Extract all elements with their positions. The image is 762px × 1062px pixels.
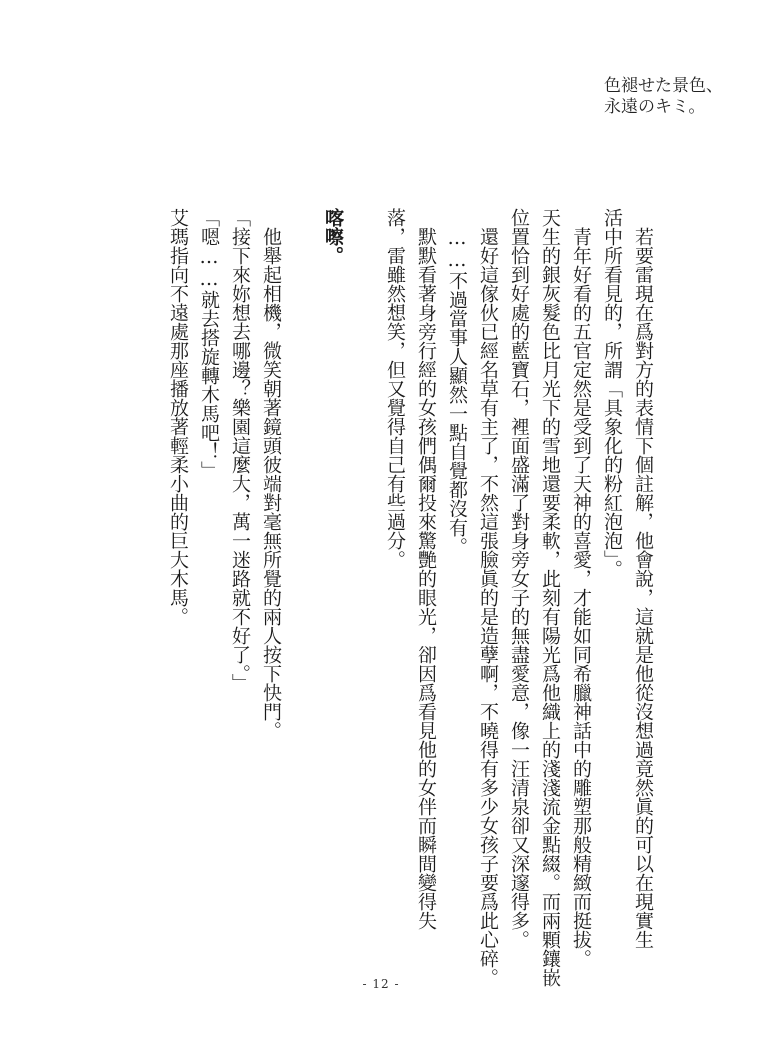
chapter-title-line-1: 色褪せた景色、: [604, 76, 723, 96]
sound-effect: 喀嚓。: [322, 208, 344, 265]
story-column: 默默看著身旁行經的女孩們偶爾投來驚艷的眼光，卻因爲看見他的女伴而瞬間變得失: [415, 227, 437, 930]
story-column: 位置恰到好處的藍寶石，裡面盛滿了對身旁女子的無盡愛意，像一汪清泉卻又深邃得多。: [508, 208, 530, 949]
story-column: ……不過當事人顯然一點自覺都沒有。: [446, 227, 468, 556]
story-column: 青年好看的五官定然是受到了天神的喜愛，才能如同希臘神話中的雕塑那般精緻而挺拔。: [570, 227, 592, 968]
story-column: 他舉起相機，微笑朝著鏡頭彼端對毫無所覺的兩人按下快門。: [260, 227, 282, 740]
story-column: 還好這傢伙已經名草有主了，不然這張臉眞的是造孽啊，不曉得有多少女孩子要爲此心碎。: [477, 227, 499, 987]
chapter-title-line-2: 永遠のキミ。: [604, 97, 706, 117]
page-number: - 12 -: [362, 977, 400, 991]
story-column: 活中所看見的，所謂「具象化的粉紅泡泡」。: [601, 208, 623, 579]
paragraph-spacer: [348, 208, 379, 948]
chapter-title: [604, 76, 754, 118]
story-column: 艾瑪指向不遠處那座播放著輕柔小曲的巨大木馬。: [167, 208, 189, 626]
dialogue-column: 「嗯……就去搭旋轉木馬吧！」: [198, 208, 220, 480]
dialogue-column: 「接下來妳想去哪邊？樂園這麼大，萬一迷路就不好了。」: [229, 208, 251, 693]
story-column: 若要雷現在爲對方的表情下個註解，他會說，這就是他從沒想過竟然眞的可以在現實生: [632, 227, 654, 949]
story-column: 落，雷雖然想笑，但又覺得自己有些過分。: [384, 208, 406, 569]
paragraph-spacer: [286, 208, 317, 948]
story-column: 天生的銀灰髮色比月光下的雪地還要柔軟，此刻有陽光爲他織上的淺淺流金點綴。而兩顆鑲嵌: [539, 208, 561, 987]
